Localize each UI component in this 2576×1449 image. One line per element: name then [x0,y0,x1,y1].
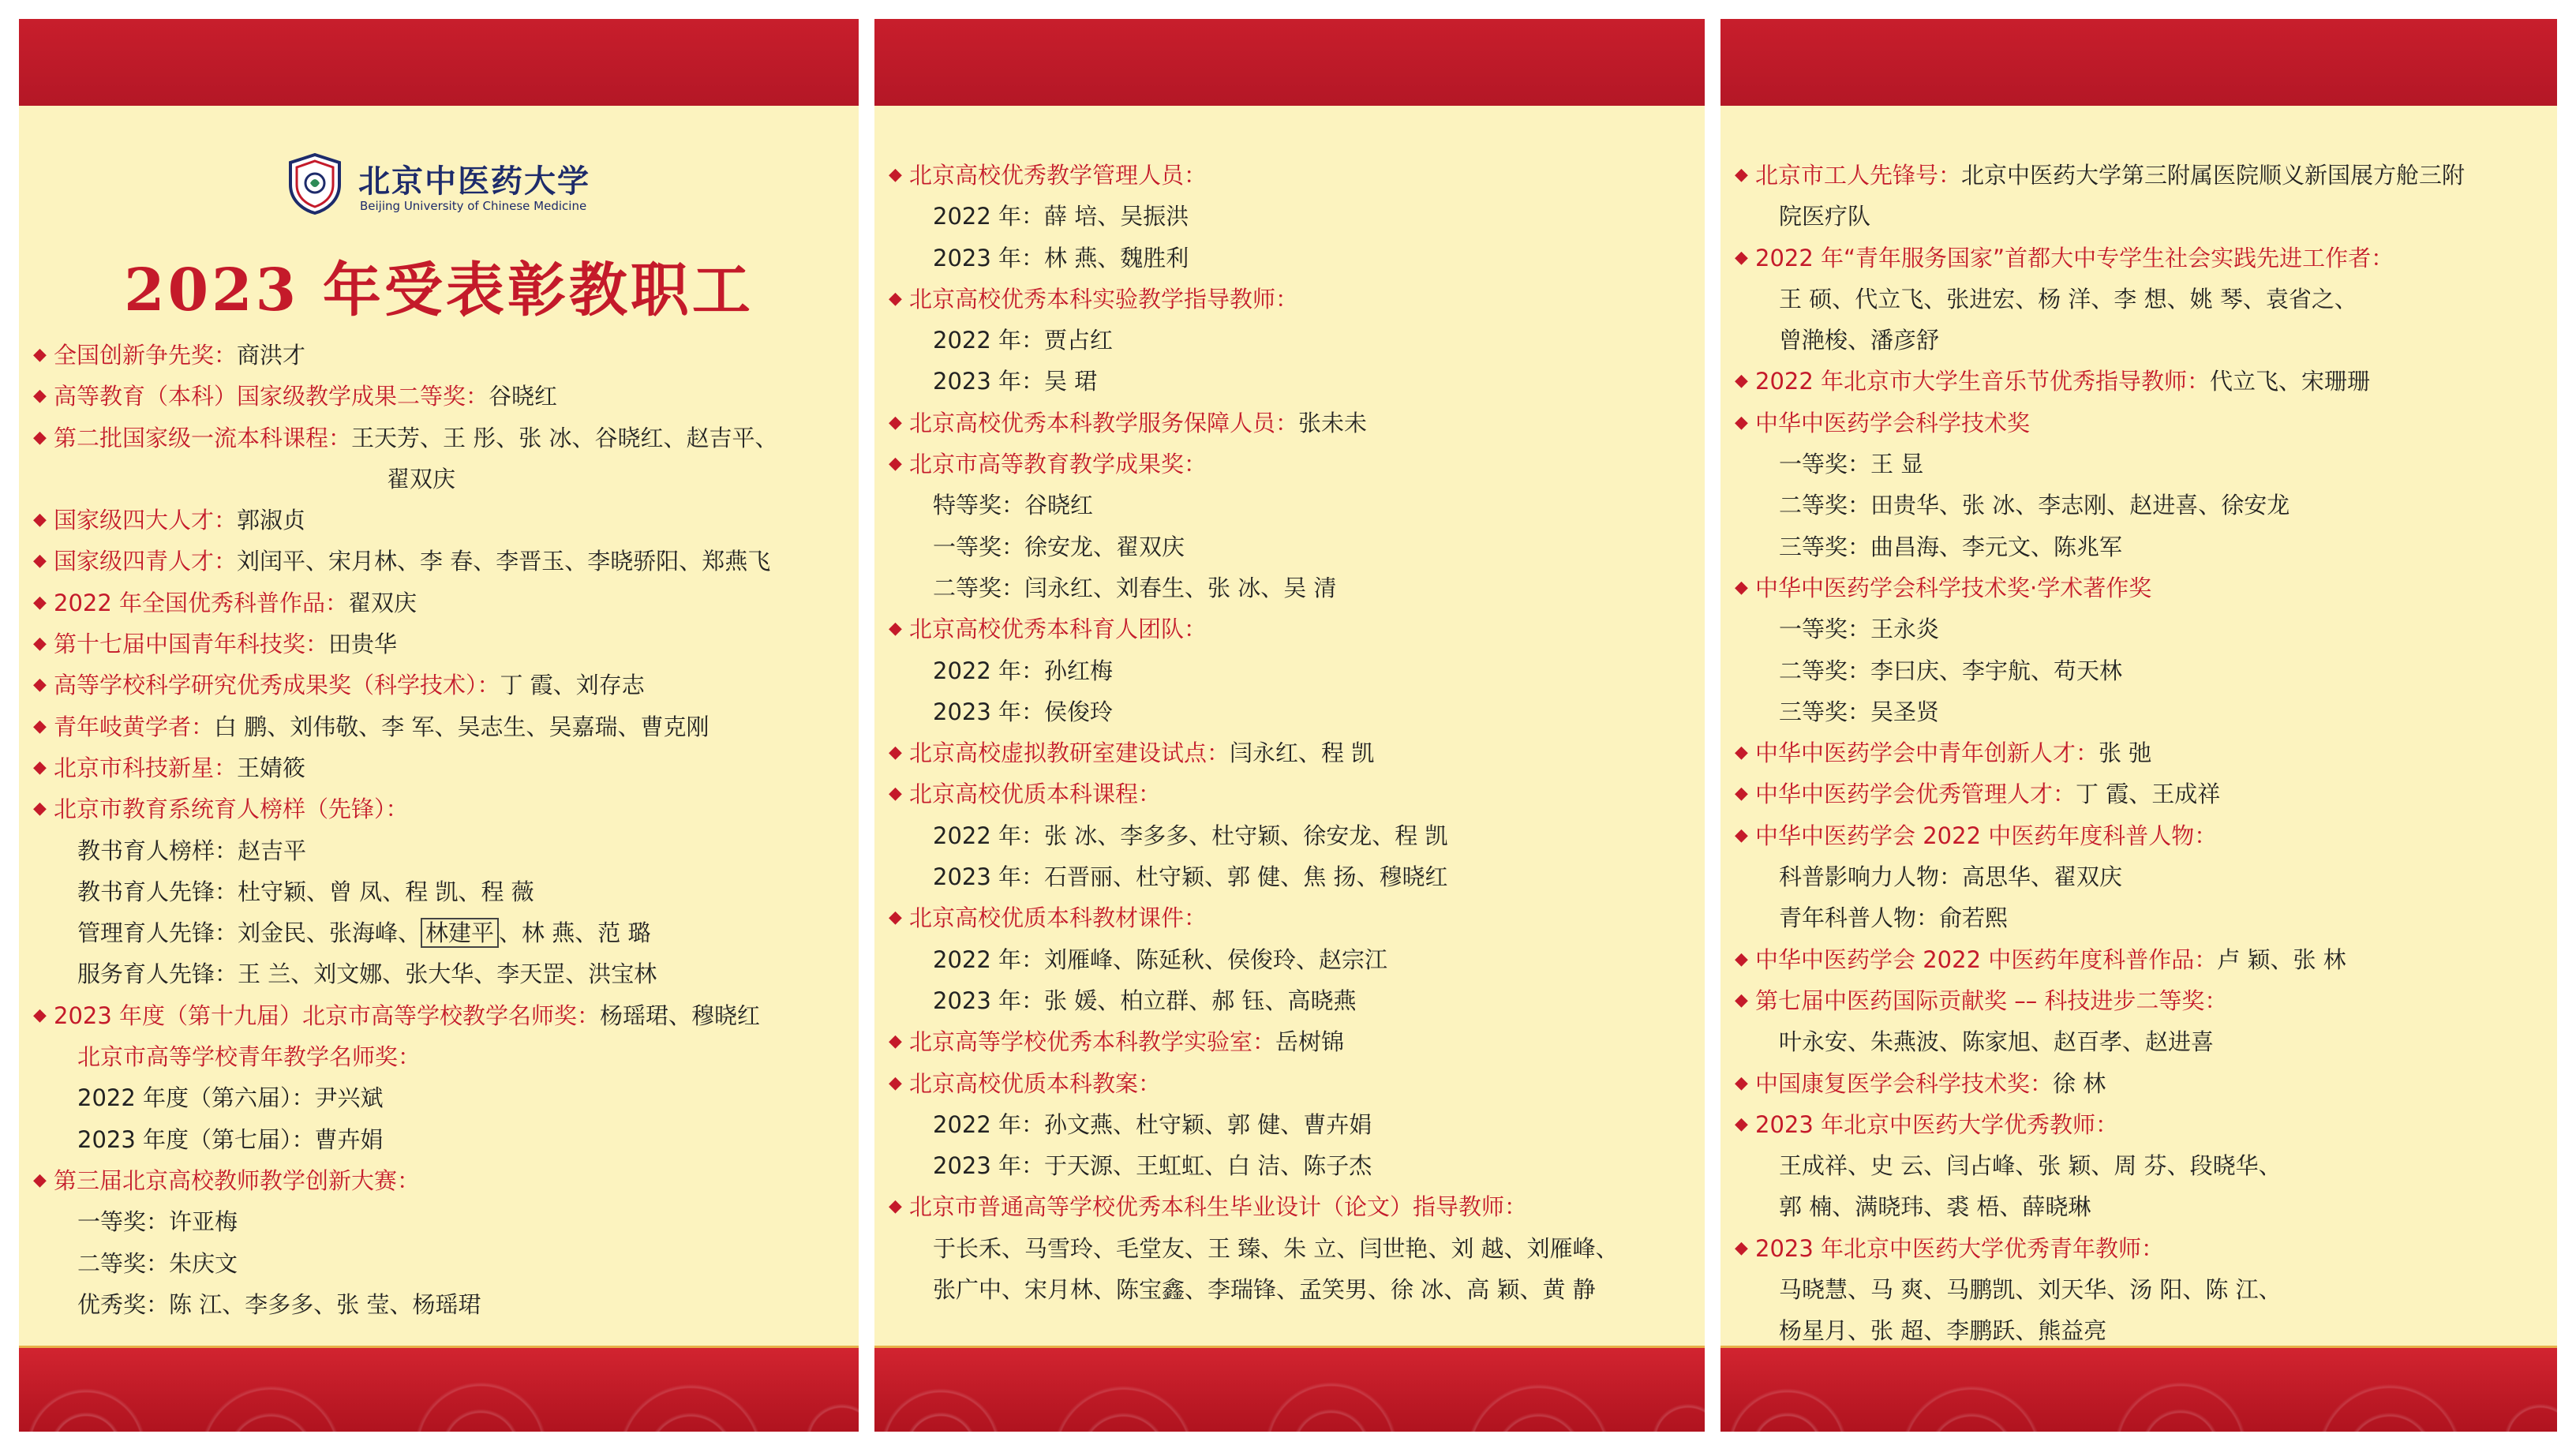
recipient-names: 、林 燕、范 璐 [499,919,651,947]
honors-list [19,335,859,1325]
diamond-bullet-icon: ◆ [889,412,902,432]
recipient-names: 王 显 [1870,451,1924,478]
recipient-names: 薛 培、吴振洪 [1044,203,1189,230]
university-logo [287,153,619,219]
award-label: 中华中医药学会中青年创新人才： [1755,739,2099,767]
diamond-bullet-icon: ◆ [889,1073,902,1093]
honors-list [1720,155,2557,1352]
diamond-bullet-icon: ◆ [1735,247,1748,268]
recipient-names: 林 燕、魏胜利 [1044,244,1189,271]
diamond-bullet-icon: ◆ [33,345,47,365]
award-detail [874,196,1705,237]
award-label: 中华中医药学会优秀管理人才： [1755,781,2076,808]
recipient-names: 谷晓红 [1024,492,1094,519]
recipient-names: 曹卉娟 [314,1125,384,1153]
award-detail [1720,526,2557,567]
award-label: 一等奖： [77,1208,170,1236]
recipient-names: 孙红梅 [1044,657,1114,684]
recipient-names: 刘闰平、宋月林、李 春、李晋玉、李晓骄阳、郑燕飞 [237,548,771,575]
award-label: 2023 年北京中医药大学优秀青年教师： [1755,1234,2165,1262]
recipient-names: 翟双庆 [387,465,456,492]
diamond-bullet-icon: ◆ [1735,949,1748,969]
recipient-names: 王成祥、史 云、闫占峰、张 颖、周 芬、段晓华、 [1779,1152,2282,1180]
diamond-bullet-icon: ◆ [1735,412,1748,432]
award-detail [1720,897,2557,938]
award-heading [874,279,1705,320]
award-detail [874,980,1705,1021]
award-label: 北京市教育系统育人榜样（先锋）： [54,796,409,823]
award-label: 二等奖： [933,574,1025,601]
award-label: 2022 年： [933,1110,1045,1138]
recipient-names: 白 鹏、刘伟敬、李 军、吴志生、吴嘉瑞、曹克刚 [214,713,710,740]
recipient-names: 田贵华 [328,631,398,658]
recipient-names: 俞若熙 [1939,904,2009,932]
award-label: 2022 年： [933,327,1045,354]
award-label: 2023 年度（第七届）： [77,1125,315,1153]
award-detail [874,1145,1705,1186]
award-label: 全国创新争先奖： [54,342,238,369]
award-label: 2023 年： [933,987,1045,1014]
award-heading [19,541,859,582]
footer-band [19,1346,859,1432]
award-label: 2022 年： [933,945,1045,973]
award-heading [1720,567,2557,608]
award-label: 一等奖： [1779,451,1871,478]
award-heading [874,732,1705,773]
award-detail [874,485,1705,526]
recipient-names: 张 冰、李多多、杜守颖、徐安龙、程 凯 [1044,822,1448,849]
award-detail [1720,608,2557,650]
award-heading [1720,402,2557,444]
diamond-bullet-icon: ◆ [33,386,47,406]
award-heading [19,995,859,1036]
recipient-names: 李曰庆、李宇航、苟天林 [1870,657,2123,684]
recipient-names: 丁 霞、王成祥 [2076,781,2221,808]
award-detail [874,320,1705,361]
award-label: 2022 年： [933,657,1045,684]
award-label: 2023 年： [933,863,1045,891]
award-label: 第二批国家级一流本科课程： [54,424,352,451]
recipient-names: 叶永安、朱燕波、陈家旭、赵百孝、赵进喜 [1779,1028,2215,1056]
award-detail [1720,1186,2557,1227]
award-heading [874,1186,1705,1227]
award-label: 北京高校优秀本科实验教学指导教师： [909,285,1299,313]
award-heading [19,706,859,747]
award-label: 2023 年： [933,1152,1045,1180]
award-detail [874,856,1705,897]
diamond-bullet-icon: ◆ [1735,825,1748,845]
recipient-names: 刘金民、张海峰、 [238,919,421,947]
recipient-names: 曲昌海、李元文、陈兆军 [1870,533,2123,560]
header-band [1720,19,2557,106]
recipient-names: 杨星月、张 超、李鹏跃、熊益亮 [1779,1317,2107,1345]
award-label: 北京市高等教育教学成果奖： [909,451,1208,478]
recipient-names: 许亚梅 [169,1208,238,1236]
award-label: 北京高等学校优秀本科教学实验室： [909,1028,1276,1056]
diamond-bullet-icon: ◆ [33,510,47,530]
header-band [874,19,1705,106]
award-label: 北京高校虚拟教研室建设试点： [909,739,1230,767]
award-detail [874,238,1705,279]
recipient-names: 岳树锦 [1275,1028,1345,1056]
recipient-names: 张 弛 [2099,739,2152,767]
recipient-names: 张广中、宋月林、陈宝鑫、李瑞锋、孟笑男、徐 冰、高 颖、黄 静 [933,1276,1596,1304]
award-heading [1720,980,2557,1021]
award-label: 2022 年： [933,203,1045,230]
award-label: 2022 年度（第六届）： [77,1084,315,1112]
recipient-names: 田贵华、张 冰、李志刚、赵进喜、徐安龙 [1870,492,2290,519]
award-label: 管理育人先锋： [77,919,238,947]
honors-panel-3 [1720,19,2557,1432]
award-label: 北京高校优秀本科教学服务保障人员： [909,409,1299,436]
award-label: 优秀奖： [77,1290,170,1318]
recipient-names: 王天芳、王 彤、张 冰、谷晓红、赵吉平、 [351,424,778,451]
award-label: 二等奖： [1779,492,1871,519]
award-heading [1720,1228,2557,1269]
award-heading [1720,155,2557,196]
diamond-bullet-icon: ◆ [1735,743,1748,763]
diamond-bullet-icon: ◆ [889,784,902,804]
award-heading [874,1021,1705,1062]
award-label: 北京市高等学校青年教学名师奖： [77,1043,421,1071]
award-heading [19,1160,859,1201]
award-label: 2023 年： [933,368,1045,395]
recipient-names: 北京中医药大学第三附属医院顺义新国展方舱三附 [1961,162,2466,189]
recipient-names: 徐 林 [2053,1069,2106,1097]
award-detail [1720,1145,2557,1186]
award-label: 青年岐黄学者： [54,713,215,740]
award-heading [874,897,1705,938]
award-label: 国家级四大人才： [54,507,238,534]
header-band [19,19,859,106]
award-detail [874,1228,1705,1269]
award-heading [19,788,859,829]
diamond-bullet-icon: ◆ [1735,1073,1748,1093]
award-label: 一等奖： [1779,616,1871,643]
diamond-bullet-icon: ◆ [33,716,47,736]
award-label: 2022 年全国优秀科普作品： [54,589,349,616]
recipient-names: 高思华、翟双庆 [1962,863,2123,891]
recipient-names: 陈 江、李多多、张 莹、杨瑶珺 [169,1290,481,1318]
award-label: 北京高校优质本科教案： [909,1069,1162,1097]
recipient-names: 赵吉平 [238,837,307,864]
diamond-bullet-icon: ◆ [889,288,902,309]
diamond-bullet-icon: ◆ [33,634,47,654]
award-label: 2023 年北京中医药大学优秀教师： [1755,1110,2119,1138]
recipient-names: 翟双庆 [348,589,417,616]
honors-panel-2 [874,19,1705,1432]
diamond-bullet-icon: ◆ [1735,990,1748,1010]
diamond-bullet-icon: ◆ [1735,165,1748,185]
award-heading [1720,939,2557,980]
recipient-names: 于天源、王虹虹、白 洁、陈子杰 [1044,1152,1372,1180]
award-detail [874,526,1705,567]
award-label: 教书育人先锋： [77,878,238,905]
diamond-bullet-icon: ◆ [33,1170,47,1190]
award-label: 二等奖： [1779,657,1871,684]
award-label: 中华中医药学会科学技术奖·学术著作奖 [1755,574,2152,601]
award-heading [19,376,859,417]
recipient-names: 侯俊玲 [1044,698,1114,725]
award-label: 青年科普人物： [1779,904,1940,932]
award-label: 科普影响力人物： [1779,863,1963,891]
award-heading [19,500,859,541]
award-heading [19,623,859,665]
recipient-names: 郭淑贞 [237,507,306,534]
recipient-names: 卢 颖、张 林 [2217,945,2346,973]
award-heading [1720,732,2557,773]
diamond-bullet-icon: ◆ [33,675,47,695]
award-detail [874,1269,1705,1310]
award-heading [19,1036,859,1077]
award-detail [874,567,1705,608]
diamond-bullet-icon: ◆ [33,799,47,819]
award-heading [874,444,1705,485]
award-label: 第十七届中国青年科技奖： [54,631,329,658]
award-detail [19,830,859,871]
diamond-bullet-icon: ◆ [1735,1114,1748,1134]
recipient-names: 王 硕、代立飞、张进宏、杨 洋、李 想、姚 琴、袁省之、 [1779,285,2357,313]
recipient-names: 闫永红、刘春生、张 冰、吴 清 [1024,574,1337,601]
award-label: 北京市科技新星： [54,754,238,781]
award-label: 2023 年度（第十九届）北京市高等学校教学名师奖： [54,1002,601,1029]
diamond-bullet-icon: ◆ [33,551,47,571]
award-label: 三等奖： [1779,698,1871,725]
award-detail [1720,196,2557,237]
diamond-bullet-icon: ◆ [889,619,902,639]
award-detail [1720,1269,2557,1310]
award-detail [19,953,859,994]
award-label: 2023 年： [933,244,1045,271]
award-label: 第三届北京高校教师教学创新大赛： [54,1166,421,1194]
diamond-bullet-icon: ◆ [33,592,47,612]
award-detail [874,815,1705,856]
recipient-names: 郭 楠、满晓玮、裘 梧、薛晓琳 [1779,1193,2091,1221]
award-detail [874,939,1705,980]
award-detail [874,691,1705,732]
award-detail [1720,279,2557,320]
award-detail [19,871,859,912]
recipient-names: 闫永红、程 凯 [1230,739,1375,767]
award-label: 高等学校科学研究优秀成果奖（科学技术）： [54,672,500,699]
award-label: 2023 年： [933,698,1045,725]
award-label: 二等奖： [77,1249,170,1277]
award-heading [1720,238,2557,279]
award-heading [874,155,1705,196]
award-label: 第七届中医药国际贡献奖 –– 科技进步二等奖： [1755,987,2228,1014]
award-label: 教书育人榜样： [77,837,238,864]
award-heading [19,335,859,376]
honors-panel-1 [19,19,859,1432]
recipient-names: 王永炎 [1870,616,1940,643]
recipient-names: 代立飞、宋珊珊 [2210,368,2371,395]
award-detail [874,1104,1705,1145]
award-label: 三等奖： [1779,533,1871,560]
award-label: 北京市普通高等学校优秀本科生毕业设计（论文）指导教师： [909,1193,1528,1221]
award-detail [1720,650,2557,691]
highlighted-name: 林建平 [421,918,499,948]
award-label: 中华中医药学会 2022 中医药年度科普人物： [1755,822,2218,849]
university-name: 北京中医药大学 [358,163,590,200]
award-label: 2022 年： [933,822,1045,849]
award-label: 中国康复医学会科学技术奖： [1755,1069,2054,1097]
award-detail [1720,691,2557,732]
award-heading [1720,1063,2557,1104]
diamond-bullet-icon: ◆ [889,1196,902,1217]
award-heading [1720,773,2557,814]
award-heading [19,665,859,706]
footer-band [1720,1346,2557,1432]
diamond-bullet-icon: ◆ [889,1032,902,1052]
award-heading [874,773,1705,814]
recipient-names: 张未未 [1298,409,1368,436]
diamond-bullet-icon: ◆ [889,165,902,185]
award-detail [874,361,1705,402]
diamond-bullet-icon: ◆ [889,743,902,763]
recipient-names: 徐安龙、翟双庆 [1024,533,1185,560]
award-detail [19,1077,859,1118]
award-detail [1720,320,2557,361]
university-emblem-icon [287,153,343,215]
award-heading [874,402,1705,444]
recipient-names: 尹兴斌 [314,1084,384,1112]
recipient-names: 院医疗队 [1779,203,1871,230]
recipient-names: 商洪才 [237,342,306,369]
diamond-bullet-icon: ◆ [33,757,47,777]
award-heading [1720,361,2557,402]
recipient-names: 张 媛、柏立群、郝 钰、高晓燕 [1044,987,1357,1014]
award-heading [874,1063,1705,1104]
award-label: 北京高校优质本科教材课件： [909,904,1208,932]
award-label: 中华中医药学会 2022 中医药年度科普作品： [1755,945,2218,973]
recipient-names: 于长禾、马雪玲、毛堂友、王 臻、朱 立、闫世艳、刘 越、刘雁峰、 [933,1234,1619,1262]
award-heading [1720,815,2557,856]
diamond-bullet-icon: ◆ [1735,371,1748,391]
award-heading [19,417,859,459]
recipient-names: 马晓慧、马 爽、马鹏凯、刘天华、汤 阳、陈 江、 [1779,1276,2282,1304]
award-heading [19,747,859,788]
award-detail [874,650,1705,691]
award-label: 北京高校优秀本科育人团队： [909,616,1208,643]
award-label: 中华中医药学会科学技术奖 [1755,409,2031,436]
award-continuation [19,459,859,500]
award-heading [1720,1104,2557,1145]
recipient-names: 吴 珺 [1044,368,1098,395]
diamond-bullet-icon: ◆ [33,1005,47,1025]
award-detail [19,912,859,953]
recipient-names: 杨瑶珺、穆晓红 [600,1002,761,1029]
award-detail [19,1284,859,1325]
award-detail [1720,856,2557,897]
award-label: 北京高校优质本科课程： [909,781,1162,808]
recipient-names: 曾滟梭、潘彦舒 [1779,327,1940,354]
award-label: 北京高校优秀教学管理人员： [909,162,1208,189]
award-label: 国家级四青人才： [54,548,238,575]
award-label: 2022 年北京市大学生音乐节优秀指导教师： [1755,368,2211,395]
recipient-names: 朱庆文 [169,1249,238,1277]
award-heading [874,608,1705,650]
recipient-names: 王 兰、刘文娜、张大华、李天罡、洪宝林 [238,960,657,988]
award-detail [1720,1021,2557,1062]
award-label: 服务育人先锋： [77,960,238,988]
recipient-names: 丁 霞、刘存志 [500,672,645,699]
award-detail [1720,485,2557,526]
recipient-names: 孙文燕、杜守颖、郭 健、曹卉娟 [1044,1110,1372,1138]
award-heading [19,582,859,623]
diamond-bullet-icon: ◆ [889,908,902,928]
recipient-names: 刘雁峰、陈延秋、侯俊玲、赵宗江 [1044,945,1388,973]
diamond-bullet-icon: ◆ [33,427,47,447]
award-label: 高等教育（本科）国家级教学成果二等奖： [54,383,489,410]
award-detail [19,1201,859,1242]
award-detail [19,1119,859,1160]
footer-band [874,1346,1705,1432]
recipient-names: 谷晓红 [489,383,558,410]
award-label: 北京市工人先锋号： [1755,162,1962,189]
recipient-names: 吴圣贤 [1870,698,1940,725]
award-label: 一等奖： [933,533,1025,560]
diamond-bullet-icon: ◆ [889,454,902,474]
recipient-names: 贾占红 [1044,327,1114,354]
award-detail [1720,444,2557,485]
honors-list [874,155,1705,1310]
diamond-bullet-icon: ◆ [1735,784,1748,804]
award-detail [19,1243,859,1284]
award-label: 2022 年“青年服务国家”首都大中专学生社会实践先进工作者： [1755,244,2394,271]
award-label: 特等奖： [933,492,1025,519]
recipient-names: 王婧筱 [237,754,306,781]
diamond-bullet-icon: ◆ [1735,577,1748,597]
recipient-names: 杜守颖、曾 凤、程 凯、程 薇 [238,878,534,905]
recipient-names: 石晋丽、杜守颖、郭 健、焦 扬、穆晓红 [1044,863,1448,891]
diamond-bullet-icon: ◆ [1735,1237,1748,1258]
page-title: 2023 年受表彰教职工 [124,256,754,324]
university-name-en: Beijing University of Chinese Medicine [360,199,587,213]
